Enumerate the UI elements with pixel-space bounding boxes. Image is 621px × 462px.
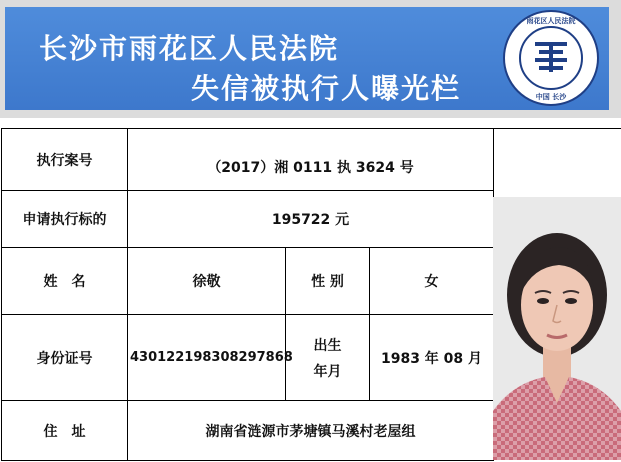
gender-value: 女 (370, 248, 494, 315)
id-value: 430122198308297868 (128, 315, 286, 401)
case-no-value: （2017）湘 0111 执 3624 号 (128, 129, 494, 191)
name-value: 徐敬 (128, 248, 286, 315)
table-row (2, 129, 494, 191)
case-no-label: 执行案号 (2, 129, 128, 191)
amount-value: 195722 元 (128, 191, 494, 248)
court-seal-logo (503, 10, 599, 106)
gender-label: 性 别 (286, 248, 370, 315)
id-label: 身份证号 (2, 315, 128, 401)
debtor-photo (493, 197, 621, 460)
table-row (2, 248, 494, 315)
name-label: 姓 名 (2, 248, 128, 315)
seal-emblem (519, 26, 583, 90)
debtor-info-table (1, 128, 494, 461)
address-value: 湖南省涟源市茅塘镇马溪村老屋组 (128, 401, 494, 461)
amount-label: 申请执行标的 (2, 191, 128, 248)
birth-label (286, 315, 370, 401)
seal-bottom-text: 中国 长沙 (535, 93, 567, 101)
table-row (2, 401, 494, 461)
court-title: 长沙市雨花区人民法院 (39, 32, 340, 65)
section-title: 失信被执行人曝光栏 (191, 72, 462, 105)
birth-value: 1983 年 08 月 (370, 315, 494, 401)
table-row (2, 191, 494, 248)
table-row (2, 315, 494, 401)
birth-label-line2: 年月 (313, 363, 342, 380)
address-label: 住 址 (2, 401, 128, 461)
person-portrait-icon (493, 197, 621, 460)
court-emblem-icon (521, 28, 581, 88)
photo-blank-cell (493, 129, 621, 191)
birth-label-line1: 出生 (313, 337, 342, 354)
seal-text: 雨花区人民法院 (526, 17, 576, 25)
